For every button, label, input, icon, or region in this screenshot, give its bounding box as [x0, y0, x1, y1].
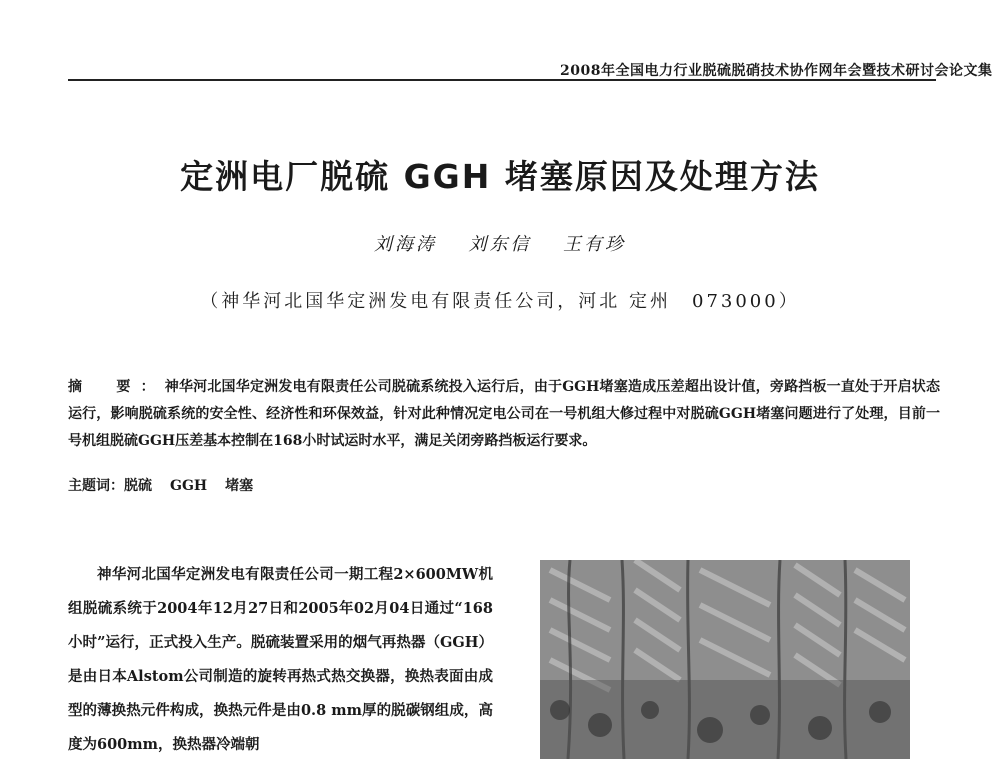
- ggh-blockage-photo: [540, 560, 910, 759]
- keywords-label: 主题词：: [68, 478, 124, 494]
- author-name: 刘海涛: [374, 234, 438, 255]
- body-paragraph: 神华河北国华定洲发电有限责任公司一期工程2×600MW机组脱硫系统于2004年12月27日和2005年02月04日通过“168小时”运行，正式投入生产。脱硫装置采用的烟气再热器（GGH）是由日本Alstom公司制造的旋转再热式热交换器，换热表面由成型的薄换热元件构成，换热元件是由0.8 mm厚的脱碳钢组成，高度为600mm，换热器冷端朝: [68, 566, 493, 753]
- keywords: [68, 475, 271, 495]
- affiliation: （神华河北国华定洲发电有限责任公司，河北 定州 073000）: [200, 291, 800, 312]
- keyword: GGH: [170, 478, 208, 494]
- author-name: 王有珍: [562, 234, 626, 255]
- abstract-text: 神华河北国华定洲发电有限责任公司脱硫系统投入运行后，由于GGH堵塞造成压差超出设计值，旁路挡板一直处于开启状态运行，影响脱硫系统的安全性、经济性和环保效益，针对此种情况定电公司在一号机组大修过程中对脱硫GGH堵塞问题进行了处理，目前一号机组脱硫GGH压差基本控制在168小时试运时水平，满足关闭旁路挡板运行要求。: [68, 379, 941, 449]
- keyword: 堵塞: [225, 478, 254, 494]
- paper-title: 定洲电厂脱硫 GGH 堵塞原因及处理方法: [180, 157, 820, 196]
- abstract: [68, 374, 940, 455]
- running-head: 2008年全国电力行业脱硫脱硝技术协作网年会暨技术研讨会论文集: [560, 63, 993, 79]
- author-list: [0, 230, 1000, 256]
- abstract-label: 摘 要：: [68, 379, 165, 395]
- ggh-photo-graphic: [540, 560, 910, 759]
- header-rule: [68, 79, 936, 81]
- keyword: 脱硫: [124, 478, 152, 494]
- author-name: 刘东信: [468, 234, 532, 255]
